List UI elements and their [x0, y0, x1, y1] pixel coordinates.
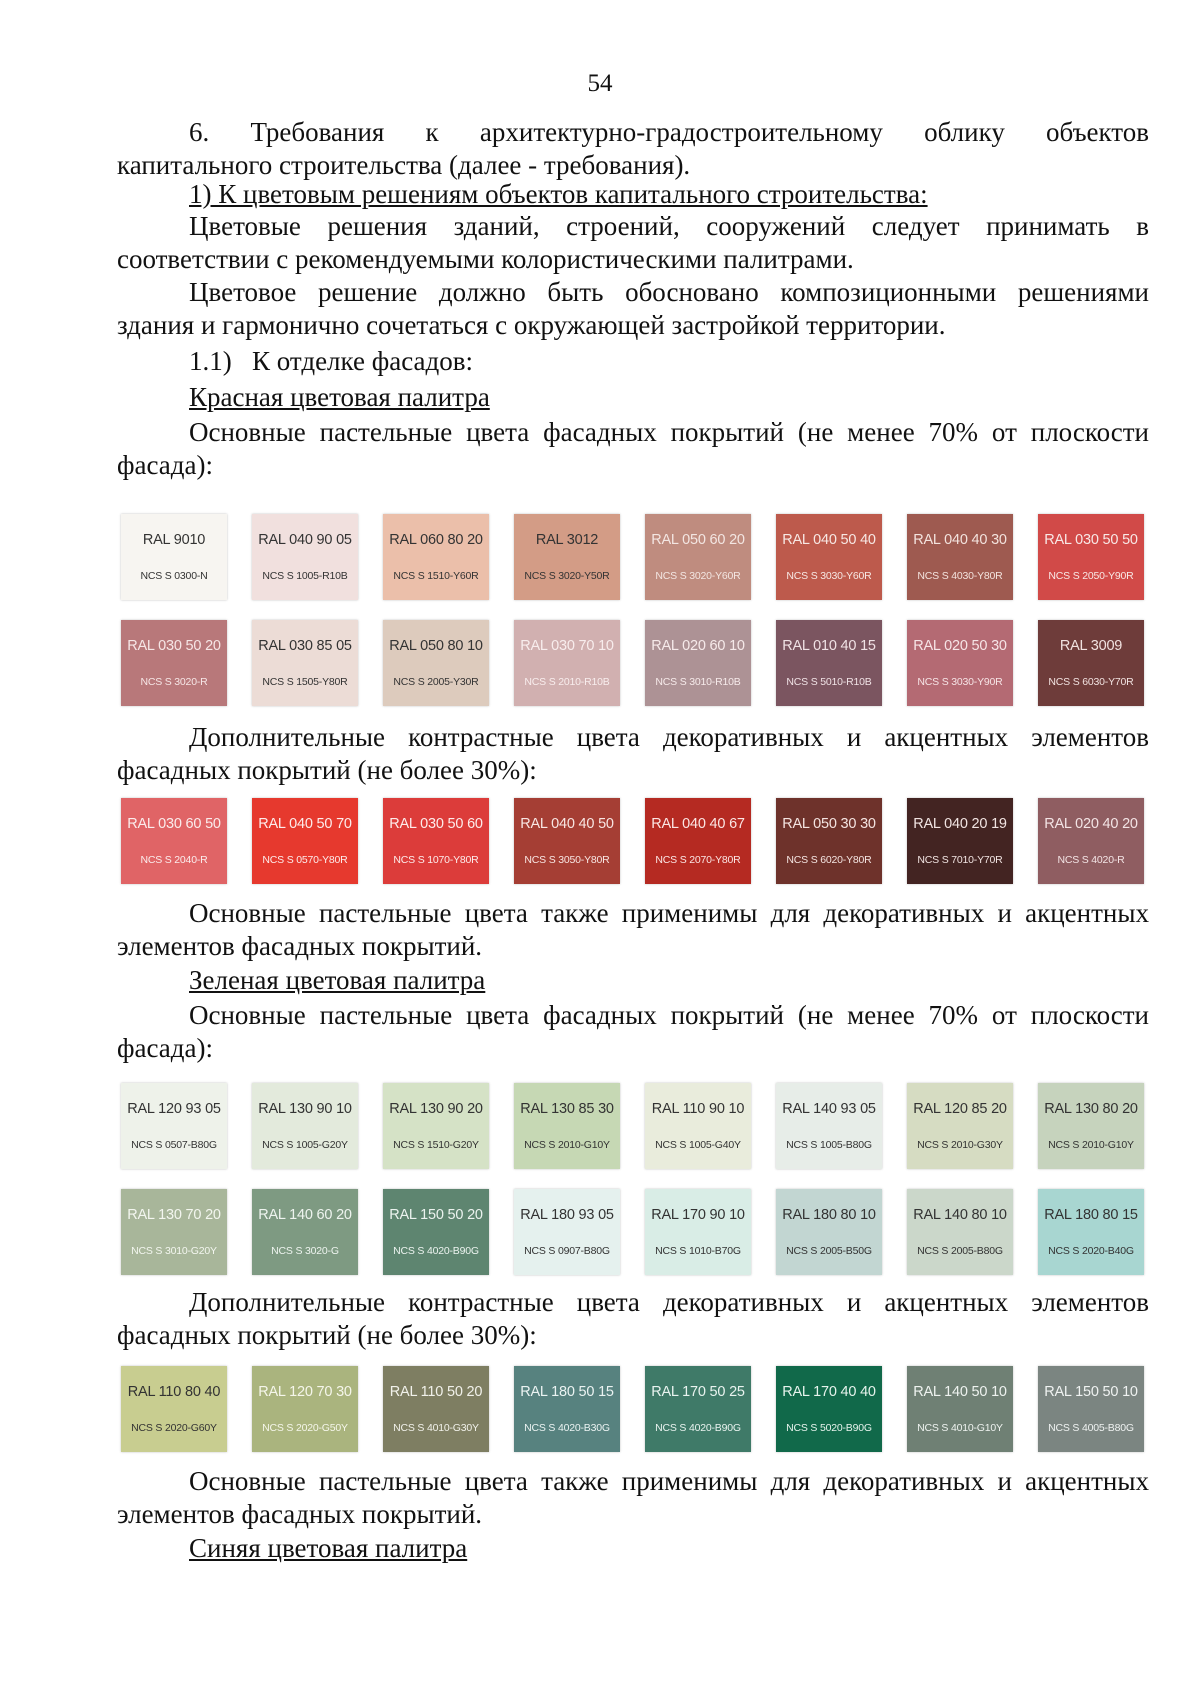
color-swatch [776, 620, 882, 706]
ncs-code: NCS S 3020-R [140, 676, 208, 688]
ncs-code: NCS S 2020-G50Y [262, 1422, 348, 1434]
ncs-code: NCS S 3020-Y60R [655, 570, 741, 582]
caption-line: фасадных покрытий (не более 30%): [117, 755, 537, 785]
color-swatch [383, 1366, 489, 1452]
color-swatch [252, 1366, 358, 1452]
color-swatch [383, 1189, 489, 1275]
palette-heading: Зеленая цветовая палитра [189, 965, 486, 995]
color-swatch [776, 798, 882, 884]
ncs-code: NCS S 2005-B50G [786, 1245, 872, 1257]
color-swatch [252, 514, 358, 600]
red-main-caption [117, 416, 1149, 482]
color-swatch [514, 1083, 620, 1169]
color-swatch [514, 620, 620, 706]
ral-code: RAL 170 90 10 [651, 1207, 745, 1223]
color-swatch [1038, 514, 1144, 600]
ncs-code: NCS S 2005-Y30R [393, 676, 479, 688]
ncs-code: NCS S 4030-Y80R [917, 570, 1003, 582]
color-swatch [383, 514, 489, 600]
ral-code: RAL 020 50 30 [913, 638, 1007, 654]
ncs-code: NCS S 1005-G40Y [655, 1139, 741, 1151]
ral-code: RAL 110 50 20 [389, 1384, 483, 1400]
green-note [117, 1465, 1149, 1531]
ncs-code: NCS S 4020-B90G [393, 1245, 479, 1257]
color-swatch [645, 1189, 751, 1275]
ral-code: RAL 110 90 10 [651, 1101, 745, 1117]
caption-line: фасада): [117, 1033, 213, 1063]
color-swatch [776, 514, 882, 600]
ral-code: RAL 010 40 15 [782, 638, 876, 654]
ncs-code: NCS S 2010-G10Y [524, 1139, 610, 1151]
ral-code: RAL 040 40 50 [520, 816, 614, 832]
caption-line: фасада): [117, 450, 213, 480]
color-swatch [907, 514, 1013, 600]
caption-line: фасадных покрытий (не более 30%): [117, 1320, 537, 1350]
red-palette-heading [117, 381, 1149, 414]
ncs-code: NCS S 3030-Y60R [786, 570, 872, 582]
ral-code: RAL 030 60 50 [127, 816, 221, 832]
item-1-1-title: 1.1) К отделке фасадов: [189, 346, 473, 376]
ncs-code: NCS S 0907-B80G [524, 1245, 610, 1257]
red-main-row-1 [121, 514, 1147, 602]
section-heading [117, 116, 1149, 182]
page-number: 54 [587, 70, 613, 97]
ncs-code: NCS S 1005-R10B [262, 570, 348, 582]
ncs-code: NCS S 1070-Y80R [393, 854, 479, 866]
ral-code: RAL 180 80 15 [1044, 1207, 1138, 1223]
ral-code: RAL 140 80 10 [913, 1207, 1007, 1223]
color-swatch [514, 1366, 620, 1452]
ral-code: RAL 170 50 25 [651, 1384, 745, 1400]
ral-code: RAL 020 40 20 [1044, 816, 1138, 832]
ral-code: RAL 140 60 20 [258, 1207, 352, 1223]
color-swatch [645, 1083, 751, 1169]
color-swatch [252, 1189, 358, 1275]
ncs-code: NCS S 7010-Y70R [917, 854, 1003, 866]
color-swatch [907, 1189, 1013, 1275]
ral-code: RAL 060 80 20 [389, 532, 483, 548]
note-line: элементов фасадных покрытий. [117, 1499, 483, 1529]
note-line: Основные пастельные цвета также применимы для декоративных и акцентных [189, 898, 1149, 928]
ral-code: RAL 130 90 20 [389, 1101, 483, 1117]
color-swatch [383, 798, 489, 884]
note-line: элементов фасадных покрытий. [117, 931, 483, 961]
color-swatch [1038, 798, 1144, 884]
color-swatch [121, 1189, 227, 1275]
color-swatch [645, 1366, 751, 1452]
palette-heading: Синяя цветовая палитра [189, 1533, 468, 1563]
ral-code: RAL 120 70 30 [258, 1384, 352, 1400]
ncs-code: NCS S 1005-G20Y [262, 1139, 348, 1151]
ncs-code: NCS S 5010-R10B [786, 676, 872, 688]
ral-code: RAL 030 50 60 [389, 816, 483, 832]
ral-code: RAL 140 93 05 [782, 1101, 876, 1117]
ral-code: RAL 150 50 20 [389, 1207, 483, 1223]
color-swatch [252, 798, 358, 884]
color-swatch [1038, 1366, 1144, 1452]
color-swatch [907, 798, 1013, 884]
ral-code: RAL 040 20 19 [913, 816, 1007, 832]
ral-code: RAL 130 85 30 [520, 1101, 614, 1117]
color-swatch [1038, 620, 1144, 706]
ncs-code: NCS S 2010-R10B [524, 676, 610, 688]
ral-code: RAL 3009 [1059, 638, 1123, 654]
color-swatch [645, 620, 751, 706]
red-contrast-row [121, 798, 1147, 886]
paragraph-line: здания и гармонично сочетаться с окружающей застройкой территории. [117, 310, 946, 340]
color-swatch [776, 1366, 882, 1452]
ncs-code: NCS S 0507-B80G [131, 1139, 217, 1151]
color-swatch [121, 620, 227, 706]
ral-code: RAL 110 80 40 [127, 1384, 221, 1400]
ral-code: RAL 3012 [535, 532, 599, 548]
color-swatch [645, 514, 751, 600]
blue-palette-heading [117, 1532, 1149, 1565]
ral-code: RAL 050 30 30 [782, 816, 876, 832]
ncs-code: NCS S 2020-G60Y [131, 1422, 217, 1434]
paragraph-1 [117, 210, 1149, 276]
section-heading-line: капитального строительства (далее - требования). [117, 150, 691, 180]
caption-line: Основные пастельные цвета фасадных покрытий (не менее 70% от плоскости [189, 1000, 1149, 1030]
ncs-code: NCS S 4010-G30Y [393, 1422, 479, 1434]
paragraph-2 [117, 276, 1149, 342]
ral-code: RAL 130 90 10 [258, 1101, 352, 1117]
ral-code: RAL 130 80 20 [1044, 1101, 1138, 1117]
red-note [117, 897, 1149, 963]
ral-code: RAL 030 50 50 [1044, 532, 1138, 548]
caption-line: Основные пастельные цвета фасадных покрытий (не менее 70% от плоскости [189, 417, 1149, 447]
ral-code: RAL 120 93 05 [127, 1101, 221, 1117]
ncs-code: NCS S 4010-G10Y [917, 1422, 1003, 1434]
ral-code: RAL 020 60 10 [651, 638, 745, 654]
caption-line: Дополнительные контрастные цвета декоративных и акцентных элементов [189, 722, 1149, 752]
item-1 [117, 178, 1149, 211]
green-main-caption [117, 999, 1149, 1065]
color-swatch [907, 1083, 1013, 1169]
item-1-1 [117, 345, 1149, 378]
palette-heading: Красная цветовая палитра [189, 382, 490, 412]
ral-code: RAL 040 50 70 [258, 816, 352, 832]
color-swatch [1038, 1083, 1144, 1169]
green-palette-heading [117, 964, 1149, 997]
ncs-code: NCS S 2010-G30Y [917, 1139, 1003, 1151]
color-swatch [121, 798, 227, 884]
ral-code: RAL 180 50 15 [520, 1384, 614, 1400]
green-contrast-row [121, 1366, 1147, 1454]
ral-code: RAL 180 93 05 [520, 1207, 614, 1223]
ncs-code: NCS S 3010-R10B [655, 676, 741, 688]
color-swatch [383, 620, 489, 706]
paragraph-line: соответствии с рекомендуемыми колористическими палитрами. [117, 244, 854, 274]
ncs-code: NCS S 2040-R [140, 854, 208, 866]
ncs-code: NCS S 6020-Y80R [786, 854, 872, 866]
ral-code: RAL 040 40 30 [913, 532, 1007, 548]
ncs-code: NCS S 4020-R [1057, 854, 1125, 866]
ncs-code: NCS S 5020-B90G [786, 1422, 872, 1434]
color-swatch [514, 514, 620, 600]
ral-code: RAL 130 70 20 [127, 1207, 221, 1223]
item-1-title: 1) К цветовым решениям объектов капитального строительства: [189, 179, 928, 209]
red-main-row-2 [121, 620, 1147, 708]
color-swatch [514, 1189, 620, 1275]
color-swatch [907, 620, 1013, 706]
color-swatch [907, 1366, 1013, 1452]
color-swatch [121, 514, 227, 600]
color-swatch [645, 798, 751, 884]
ncs-code: NCS S 2010-G10Y [1048, 1139, 1134, 1151]
color-swatch [121, 1366, 227, 1452]
ncs-code: NCS S 1510-Y60R [393, 570, 479, 582]
ral-code: RAL 050 80 10 [389, 638, 483, 654]
paragraph-line: Цветовые решения зданий, строений, сооружений следует принимать в [189, 211, 1149, 241]
ncs-code: NCS S 3020-Y50R [524, 570, 610, 582]
ncs-code: NCS S 3050-Y80R [524, 854, 610, 866]
ral-code: RAL 030 70 10 [520, 638, 614, 654]
ncs-code: NCS S 2050-Y90R [1048, 570, 1134, 582]
color-swatch [776, 1083, 882, 1169]
note-line: Основные пастельные цвета также применимы для декоративных и акцентных [189, 1466, 1149, 1496]
ncs-code: NCS S 3030-Y90R [917, 676, 1003, 688]
ral-code: RAL 170 40 40 [782, 1384, 876, 1400]
ncs-code: NCS S 1005-B80G [786, 1139, 872, 1151]
caption-line: Дополнительные контрастные цвета декоративных и акцентных элементов [189, 1287, 1149, 1317]
ral-code: RAL 050 60 20 [651, 532, 745, 548]
ral-code: RAL 120 85 20 [913, 1101, 1007, 1117]
ncs-code: NCS S 6030-Y70R [1048, 676, 1134, 688]
ncs-code: NCS S 1510-G20Y [393, 1139, 479, 1151]
ral-code: RAL 030 85 05 [258, 638, 352, 654]
ncs-code: NCS S 1505-Y80R [262, 676, 348, 688]
ncs-code: NCS S 2070-Y80R [655, 854, 741, 866]
color-swatch [514, 798, 620, 884]
ncs-code: NCS S 3010-G20Y [131, 1245, 217, 1257]
ncs-code: NCS S 0300-N [140, 570, 208, 582]
color-swatch [252, 620, 358, 706]
color-swatch [383, 1083, 489, 1169]
ral-code: RAL 040 40 67 [651, 816, 745, 832]
ncs-code: NCS S 2020-B40G [1048, 1245, 1134, 1257]
ral-code: RAL 030 50 20 [127, 638, 221, 654]
color-swatch [776, 1189, 882, 1275]
ncs-code: NCS S 4020-B90G [655, 1422, 741, 1434]
red-contrast-caption [117, 721, 1149, 787]
ncs-code: NCS S 4020-B30G [524, 1422, 610, 1434]
ncs-code: NCS S 0570-Y80R [262, 854, 348, 866]
ral-code: RAL 140 50 10 [913, 1384, 1007, 1400]
green-main-row-1 [121, 1083, 1147, 1171]
paragraph-line: Цветовое решение должно быть обосновано композиционными решениями [189, 277, 1149, 307]
section-heading-line: 6. Требования к архитектурно-градостроительному облику объектов [189, 117, 1149, 147]
color-swatch [1038, 1189, 1144, 1275]
ncs-code: NCS S 2005-B80G [917, 1245, 1003, 1257]
ral-code: RAL 9010 [142, 532, 206, 548]
ncs-code: NCS S 1010-B70G [655, 1245, 741, 1257]
color-swatch [252, 1083, 358, 1169]
ral-code: RAL 180 80 10 [782, 1207, 876, 1223]
green-contrast-caption [117, 1286, 1149, 1352]
ral-code: RAL 150 50 10 [1044, 1384, 1138, 1400]
green-main-row-2 [121, 1189, 1147, 1277]
ncs-code: NCS S 4005-B80G [1048, 1422, 1134, 1434]
ral-code: RAL 040 90 05 [258, 532, 352, 548]
color-swatch [121, 1083, 227, 1169]
ral-code: RAL 040 50 40 [782, 532, 876, 548]
ncs-code: NCS S 3020-G [271, 1245, 339, 1257]
